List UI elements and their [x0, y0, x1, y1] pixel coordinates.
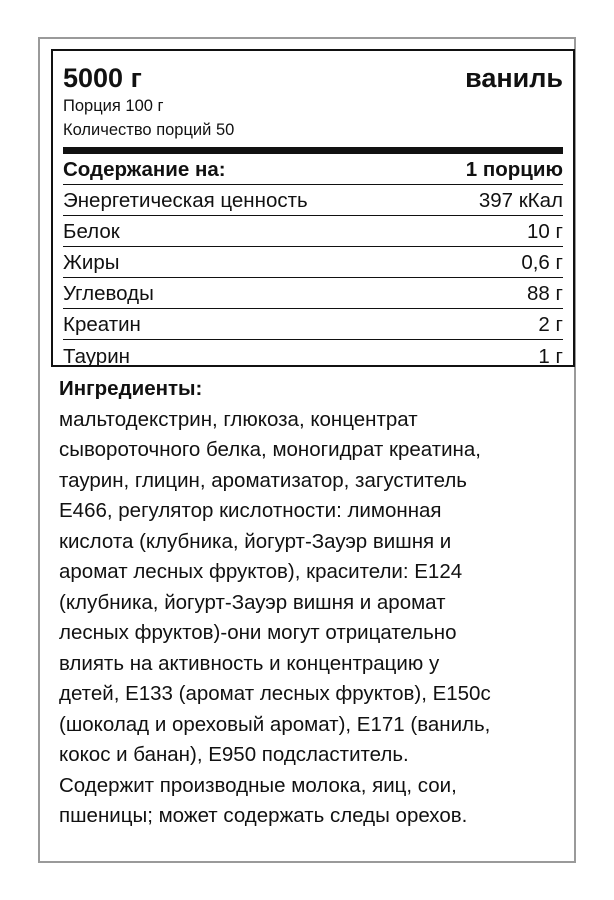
- ingredients-line: аромат лесных фруктов), красители: Е124: [59, 560, 463, 583]
- ingredients-title: Ингредиенты:: [59, 377, 203, 400]
- nutrient-value: 0,6 г: [521, 251, 563, 274]
- nutrition-header-label: Содержание на:: [63, 158, 226, 181]
- ingredients-line: лесных фруктов)-они могут отрицательно: [59, 621, 457, 644]
- ingredients-line: кокос и банан), Е950 подсластитель.: [59, 743, 409, 766]
- nutrition-row-carbs: [63, 278, 563, 309]
- ingredients-line: таурин, глицин, ароматизатор, загуститель: [59, 468, 467, 492]
- ingredients-line: влиять на активность и концентрацию у: [59, 651, 440, 675]
- product-header: [63, 63, 563, 93]
- nutrition-facts-panel: [51, 49, 575, 367]
- nutrient-label: Таурин: [63, 344, 130, 368]
- nutrient-value: 88 г: [527, 282, 563, 305]
- ingredients-line: (клубника, йогурт-Зауэр вишня и аромат: [59, 590, 446, 614]
- thick-divider: [63, 147, 563, 154]
- nutrient-value: 397 кКал: [478, 189, 563, 212]
- nutrition-header-row: [63, 154, 563, 185]
- ingredients-line: (шоколад и ореховый аромат), Е171 (ваниль,: [59, 712, 491, 736]
- ingredients-line: детей, Е133 (аромат лесных фруктов), Е150с: [59, 682, 491, 705]
- nutrition-row-protein: [63, 216, 563, 247]
- nutrient-label: Углеводы: [63, 282, 154, 305]
- nutrition-row-fat: [63, 247, 563, 278]
- ingredients-line: кислота (клубника, йогурт-Зауэр вишня и: [59, 529, 452, 553]
- nutrition-table: [63, 154, 563, 371]
- ingredients-line: Содержит производные молока, яиц, сои,: [59, 773, 457, 797]
- nutrient-label: Жиры: [63, 251, 120, 274]
- ingredients-line: сывороточного белка, моногидрат креатина,: [59, 438, 481, 461]
- nutrient-label: Креатин: [63, 313, 141, 336]
- ingredients-line: Е466, регулятор кислотности: лимонная: [59, 499, 442, 522]
- ingredients-line: мальтодекстрин, глюкоза, концентрат: [59, 407, 418, 431]
- ingredients-line: пшеницы; может содержать следы орехов.: [59, 804, 468, 827]
- nutrition-row-creatine: [63, 309, 563, 340]
- nutrient-label: Белок: [63, 220, 120, 243]
- nutrient-value: 2 г: [538, 313, 563, 336]
- ingredients-section: [59, 374, 559, 832]
- serving-size: Порция 100 г: [63, 97, 164, 115]
- nutrition-header-value: 1 порцию: [465, 158, 563, 181]
- nutrition-row-taurine: [63, 340, 563, 371]
- nutrient-value: 1 г: [538, 344, 563, 368]
- product-flavor: ваниль: [465, 63, 563, 93]
- nutrient-label: Энергетическая ценность: [63, 189, 308, 212]
- servings-count: Количество порций 50: [63, 121, 235, 139]
- product-weight: 5000 г: [63, 63, 142, 93]
- nutrient-value: 10 г: [527, 220, 563, 243]
- nutrition-row-energy: [63, 185, 563, 216]
